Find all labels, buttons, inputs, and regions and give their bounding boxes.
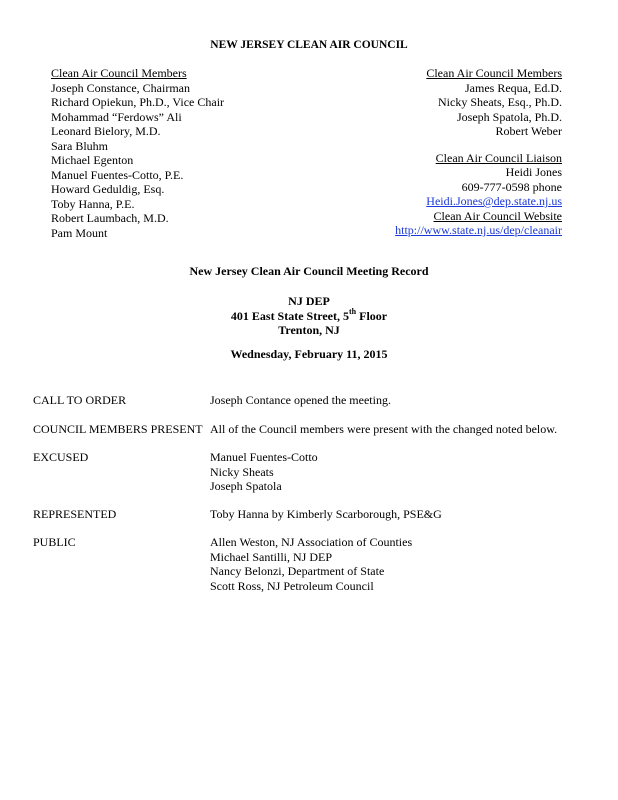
section-text: Manuel Fuentes-Cotto Nicky Sheats Joseph Spatola [210, 450, 318, 493]
section-label: REPRESENTED [33, 507, 117, 521]
member-name: Michael Egenton [51, 153, 134, 167]
left-member-column [51, 66, 224, 240]
member-name: Richard Opiekun, Ph.D., Vice Chair [51, 95, 225, 109]
member-name: Nicky Sheats, Esq., Ph.D. [438, 95, 562, 109]
member-name: Joseph Spatola, Ph.D. [457, 109, 562, 124]
section-text: Joseph Contance opened the meeting. [210, 393, 391, 407]
right-members-heading: Clean Air Council Members [426, 66, 562, 80]
section-label: COUNCIL MEMBERS PRESENT [33, 422, 203, 436]
meeting-date: Wednesday, February 11, 2015 [230, 347, 388, 361]
member-name: Joseph Constance, Chairman [51, 80, 190, 95]
right-member-column [395, 66, 562, 238]
member-name: Leonard Bielory, M.D. [51, 124, 161, 138]
location-street: 401 East State Street, 5th Floor [230, 306, 388, 323]
website-heading: Clean Air Council Website [433, 208, 562, 223]
section-label: CALL TO ORDER [33, 393, 127, 407]
location-org: NJ DEP [288, 294, 330, 308]
location-city: Trenton, NJ [278, 323, 340, 337]
liaison-heading: Clean Air Council Liaison [435, 150, 562, 165]
member-name: Sara Bluhm [51, 138, 108, 153]
member-name: Manuel Fuentes-Cotto, P.E. [51, 167, 184, 182]
spacer [395, 139, 562, 151]
section-text: Allen Weston, NJ Association of Counties Michael Santilli, NJ DEP Nancy Belonzi, Department of State Scott Ross, NJ Petroleum Council [210, 535, 413, 593]
liaison-name: Heidi Jones [505, 165, 562, 179]
liaison-email-link[interactable]: Heidi.Jones@dep.state.nj.us [426, 194, 562, 208]
member-name: Robert Weber [495, 124, 562, 138]
member-name: James Requa, Ed.D. [465, 80, 562, 95]
member-name: Mohammad “Ferdows” Ali [51, 109, 182, 124]
member-name: Robert Laumbach, M.D. [51, 211, 169, 225]
website-link[interactable]: http://www.state.nj.us/dep/cleanair [395, 223, 562, 237]
member-name: Howard Geduldig, Esq. [51, 182, 165, 196]
section-text: Toby Hanna by Kimberly Scarborough, PSE&G [210, 507, 442, 521]
section-label: PUBLIC [33, 535, 76, 549]
member-name: Pam Mount [51, 225, 108, 240]
section-text: All of the Council members were present with the changed noted below. [210, 422, 558, 436]
document-title: NEW JERSEY CLEAN AIR COUNCIL [210, 39, 408, 51]
section-label: EXCUSED [33, 450, 89, 464]
meeting-record-title: New Jersey Clean Air Council Meeting Record [189, 264, 429, 278]
left-members-heading: Clean Air Council Members [51, 66, 187, 80]
meeting-location [0, 294, 618, 338]
member-name: Toby Hanna, P.E. [51, 196, 135, 211]
liaison-phone: 609-777-0598 phone [461, 179, 562, 194]
